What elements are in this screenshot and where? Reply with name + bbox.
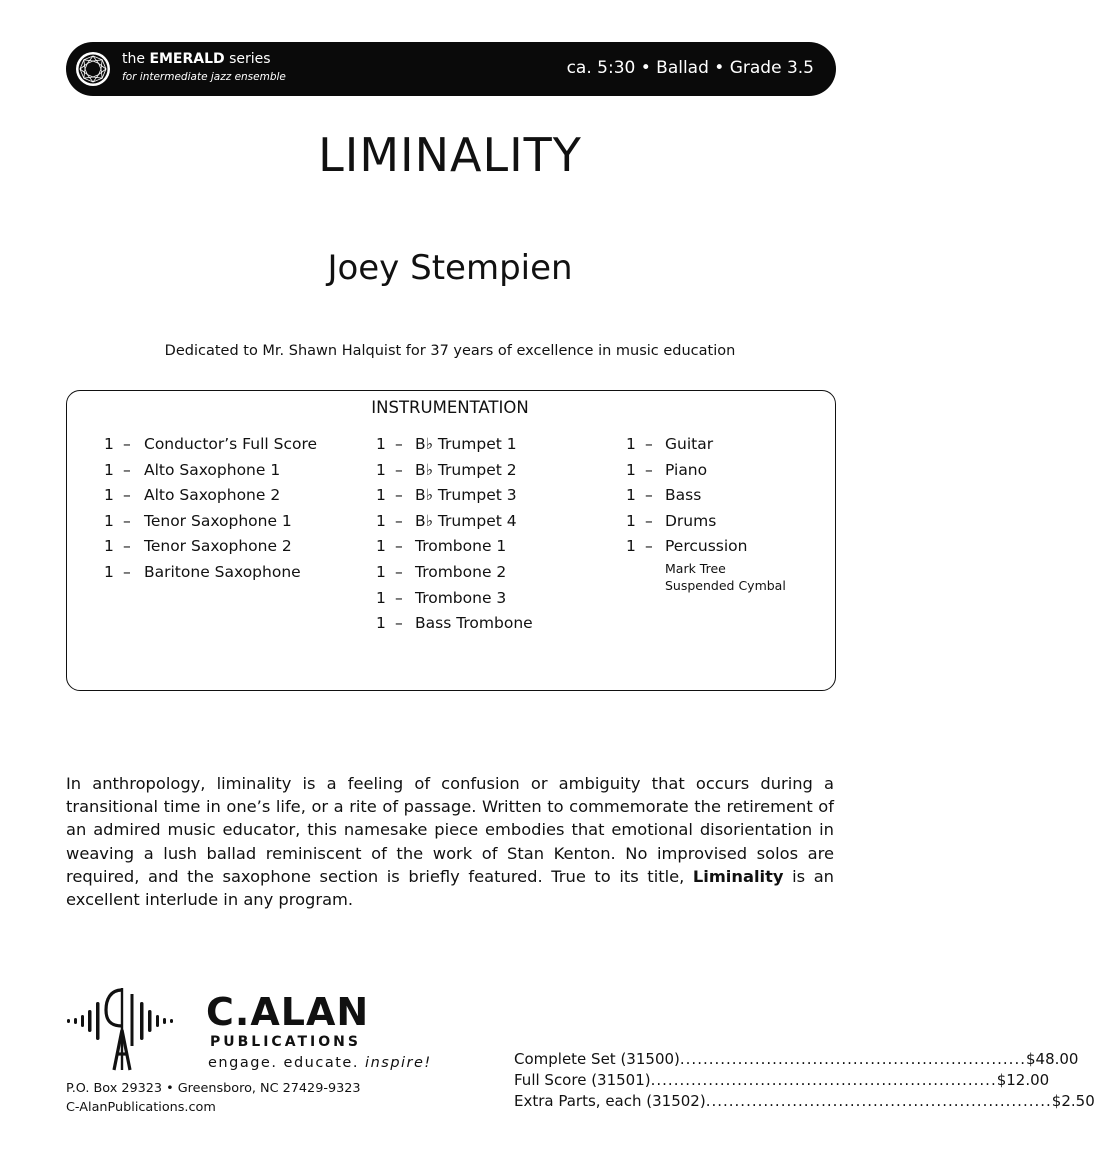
instrument-quantity: 1 xyxy=(626,435,636,453)
price-leader-dots: ............................................................ xyxy=(650,1071,997,1089)
instrument-name: B♭ Trumpet 4 xyxy=(415,511,517,530)
instrument-quantity: 1 xyxy=(376,460,386,479)
instrument-name: B♭ Trumpet 2 xyxy=(415,460,517,479)
instrument-name: Alto Saxophone 2 xyxy=(144,486,281,505)
publisher-tagline xyxy=(208,1054,432,1072)
program-note xyxy=(66,772,834,911)
instrument-row xyxy=(626,534,786,560)
series-banner xyxy=(66,42,836,96)
instrument-dash: – xyxy=(645,460,653,479)
instrument-quantity: 1 xyxy=(104,511,114,530)
instrument-dash: – xyxy=(123,486,131,505)
instrument-quantity: 1 xyxy=(376,511,386,530)
price-leader-dots: ............................................................ xyxy=(705,1092,1052,1110)
instrument-name: Tenor Saxophone 2 xyxy=(144,537,292,556)
publisher-address-block xyxy=(66,1079,361,1117)
percussion-item: Mark Tree xyxy=(665,560,726,576)
instrument-name: Trombone 3 xyxy=(415,588,507,607)
program-note-title: Liminality xyxy=(692,866,784,886)
price-label: Full Score (31501) xyxy=(514,1071,651,1089)
instrumentation-heading: INSTRUMENTATION xyxy=(371,398,529,417)
instrument-quantity: 1 xyxy=(104,537,114,556)
instrument-dash: – xyxy=(395,537,403,556)
instrument-row xyxy=(626,432,786,458)
instrument-quantity: 1 xyxy=(626,537,636,556)
instrument-name: Conductor’s Full Score xyxy=(144,435,318,453)
publisher-subtitle: PUBLICATIONS xyxy=(210,1034,361,1050)
publisher-address: P.O. Box 29323 • Greensboro, NC 27429-9323 xyxy=(66,1081,361,1096)
instrument-row xyxy=(626,483,786,509)
instrument-dash: – xyxy=(395,460,403,479)
instrument-name: Guitar xyxy=(665,435,714,453)
instrument-row xyxy=(626,458,786,484)
tagline-plain: engage. educate. xyxy=(208,1055,359,1071)
price-leader-dots: ............................................................ xyxy=(679,1050,1026,1068)
publisher-name: C.ALAN xyxy=(206,990,370,1034)
instrument-name: Alto Saxophone 1 xyxy=(144,460,281,479)
instrument-name: Trombone 1 xyxy=(415,537,507,556)
instrument-quantity: 1 xyxy=(376,588,386,607)
instrument-dash: – xyxy=(645,435,653,453)
price-amount: $2.50 xyxy=(1051,1092,1095,1110)
instrument-dash: – xyxy=(395,435,403,453)
instrument-name: B♭ Trumpet 1 xyxy=(415,435,517,453)
price-amount: $48.00 xyxy=(1025,1050,1079,1068)
instrument-quantity: 1 xyxy=(626,486,636,505)
piece-title: LIMINALITY xyxy=(318,128,582,182)
instrument-quantity: 1 xyxy=(376,614,386,633)
price-label: Extra Parts, each (31502) xyxy=(514,1092,706,1110)
instrument-dash: – xyxy=(395,614,403,633)
series-subtitle: for intermediate jazz ensemble xyxy=(122,71,286,83)
instrument-dash: – xyxy=(123,511,131,530)
instrument-dash: – xyxy=(123,460,131,479)
instrument-quantity: 1 xyxy=(376,435,386,453)
instrument-dash: – xyxy=(395,588,403,607)
price-row xyxy=(514,1049,1079,1070)
emerald-gem-icon xyxy=(75,51,111,87)
instrument-quantity: 1 xyxy=(104,435,114,453)
instrument-quantity: 1 xyxy=(376,562,386,581)
instrument-quantity: 1 xyxy=(104,486,114,505)
instrument-name: Tenor Saxophone 1 xyxy=(144,511,292,530)
series-suffix: series xyxy=(229,51,271,67)
instrument-dash: – xyxy=(395,562,403,581)
instrument-quantity: 1 xyxy=(376,537,386,556)
price-row xyxy=(514,1091,1095,1112)
price-label: Complete Set (31500) xyxy=(514,1050,680,1068)
instrument-name: Baritone Saxophone xyxy=(144,562,301,581)
tagline-italic: inspire! xyxy=(365,1055,432,1071)
instrument-name: Bass Trombone xyxy=(415,614,533,633)
instrument-row xyxy=(626,509,786,535)
price-row xyxy=(514,1070,1050,1091)
duration-style-grade: ca. 5:30 • Ballad • Grade 3.5 xyxy=(566,58,814,78)
instrument-name: Bass xyxy=(665,486,702,505)
instrument-name: Trombone 2 xyxy=(415,562,507,581)
instrument-quantity: 1 xyxy=(104,460,114,479)
series-title xyxy=(122,51,271,68)
publisher-website: C-AlanPublications.com xyxy=(66,1100,216,1115)
instrument-name: B♭ Trumpet 3 xyxy=(415,486,517,505)
instrument-column-3 xyxy=(626,432,786,594)
dedication: Dedicated to Mr. Shawn Halquist for 37 years of excellence in music education xyxy=(164,343,736,359)
instrument-dash: – xyxy=(123,435,131,453)
instrument-dash: – xyxy=(123,537,131,556)
instrument-name: Percussion xyxy=(665,537,748,556)
program-note-text: In anthropology, liminality is a feeling of confusion or ambiguity that occurs during a transitional time in one’s life, or a rite of passage. Written to commemorate the retirement of an admired music educator, this namesake piece embodies that emotional disorientation in weaving a lush ballad reminiscent of the work of Stan Kenton. No improvised solos are required, and the saxophone section is briefly featured. True to its title, xyxy=(66,774,834,886)
composer-name: Joey Stempien xyxy=(327,248,573,288)
series-prefix: the xyxy=(122,51,145,67)
instrument-name: Piano xyxy=(665,460,708,479)
instrument-dash: – xyxy=(645,511,653,530)
percussion-item: Suspended Cymbal xyxy=(665,577,786,593)
instrument-dash: – xyxy=(395,486,403,505)
series-name: EMERALD xyxy=(149,51,225,67)
instrument-dash: – xyxy=(645,486,653,505)
instrument-quantity: 1 xyxy=(376,486,386,505)
price-amount: $12.00 xyxy=(996,1071,1050,1089)
instrument-name: Drums xyxy=(665,511,717,530)
instrument-quantity: 1 xyxy=(626,460,636,479)
c-alan-waveform-logo xyxy=(66,986,176,1072)
instrument-dash: – xyxy=(123,562,131,581)
instrument-quantity: 1 xyxy=(626,511,636,530)
instrument-dash: – xyxy=(645,537,653,556)
price-list xyxy=(514,1049,1095,1112)
instrument-quantity: 1 xyxy=(104,562,114,581)
instrument-dash: – xyxy=(395,511,403,530)
program-note-end: is an excellent interlude in any program. xyxy=(66,866,834,910)
